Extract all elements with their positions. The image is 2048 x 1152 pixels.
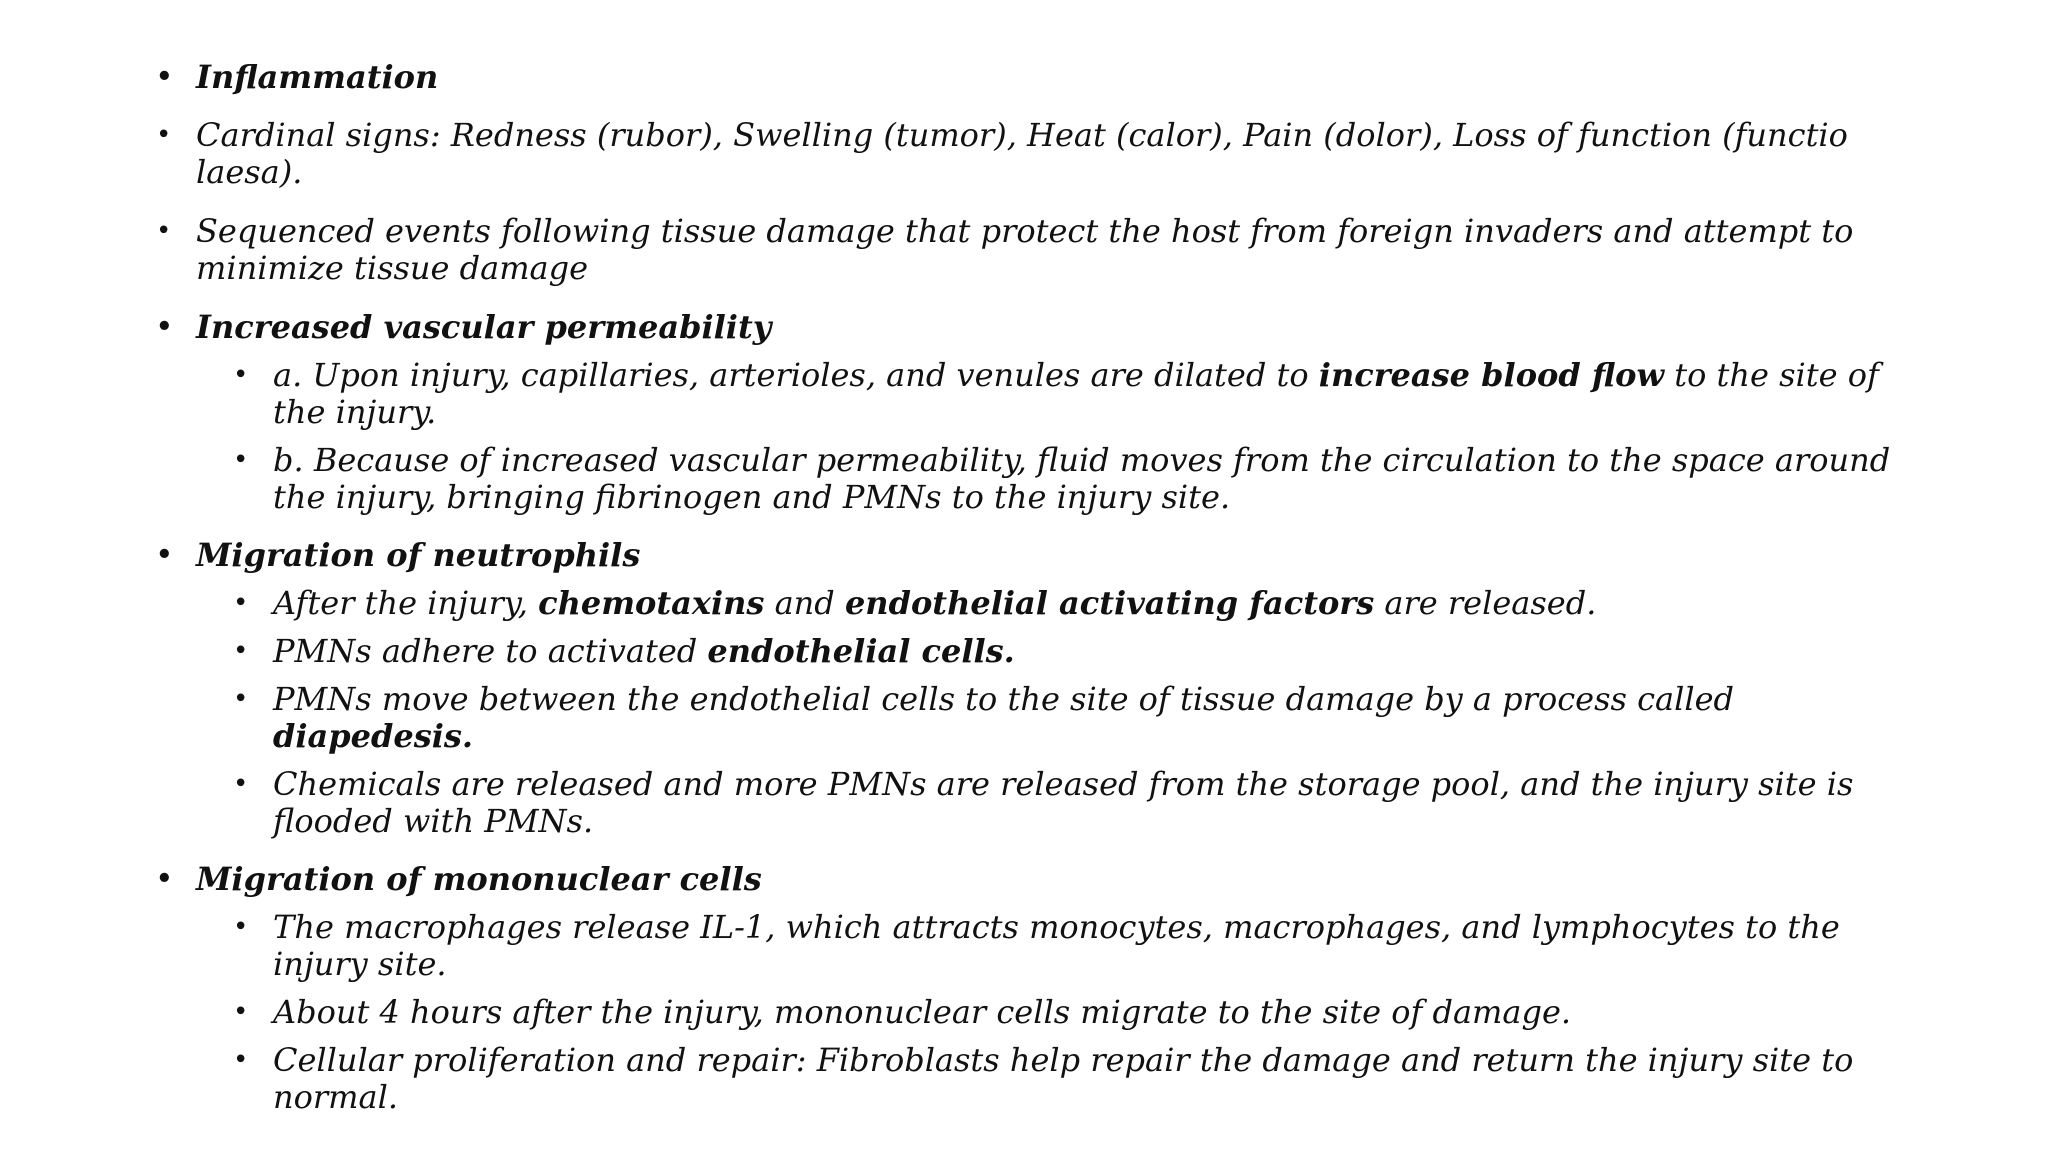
emphasis-endothelial-cells: endothelial cells. — [707, 632, 1015, 670]
text-segment: After the injury, — [273, 584, 539, 622]
sub-bullet-diapedesis — [273, 681, 1903, 755]
emphasis-chemotaxins: chemotaxins — [538, 584, 765, 622]
sub-bullet-fluid-moves: • b. Because of increased vascular permeability, fluid moves from the circulation to the space around the injury, bringing fibrinogen and PMNs to the injury site. — [273, 442, 1903, 516]
bullet-heading-neutrophils: • Migration of neutrophils — [196, 537, 1896, 574]
sub-bullet-chemotaxins — [273, 585, 1903, 622]
sub-bullet-upon-injury — [273, 357, 1903, 431]
bullet-heading-mononuclear: • Migration of mononuclear cells — [196, 861, 1896, 898]
bullet-sequenced-events: • Sequenced events following tissue damage that protect the host from foreign invaders and attempt to minimize tissue damage — [196, 213, 1896, 287]
sub-bullet-proliferation-repair: • Cellular proliferation and repair: Fibroblasts help repair the damage and return the injury site to normal. — [273, 1042, 1903, 1116]
bullet-heading-inflammation: • Inflammation — [196, 59, 1896, 96]
text-segment: to the site of the injury. — [273, 356, 1879, 431]
text-segment: and — [764, 584, 845, 622]
text-segment: PMNs move between the endothelial cells to the site of tissue damage by a process called — [273, 680, 1734, 718]
text-segment: are released. — [1374, 584, 1597, 622]
emphasis-diapedesis: diapedesis. — [273, 717, 474, 755]
bullet-cardinal-signs: • Cardinal signs: Redness (rubor), Swelling (tumor), Heat (calor), Pain (dolor), Loss of function (functio laesa). — [196, 117, 1896, 191]
text-segment: a. Upon injury, capillaries, arterioles, and venules are dilated to — [273, 356, 1319, 394]
sub-bullet-macrophages-il1: • The macrophages release IL-1, which attracts monocytes, macrophages, and lymphocytes to the injury site. — [273, 909, 1903, 983]
sub-bullet-pmns-adhere — [273, 633, 1903, 670]
sub-bullet-four-hours: • About 4 hours after the injury, mononuclear cells migrate to the site of damage. — [273, 994, 1903, 1031]
emphasis-increase-blood-flow: increase blood flow — [1318, 356, 1665, 394]
text-segment: PMNs adhere to activated — [273, 632, 708, 670]
emphasis-endothelial-activating-factors: endothelial activating factors — [844, 584, 1375, 622]
sub-bullet-chemicals-released: • Chemicals are released and more PMNs are released from the storage pool, and the injury site is flooded with PMNs. — [273, 766, 1903, 840]
bullet-heading-vascular-permeability: • Increased vascular permeability — [196, 309, 1896, 346]
